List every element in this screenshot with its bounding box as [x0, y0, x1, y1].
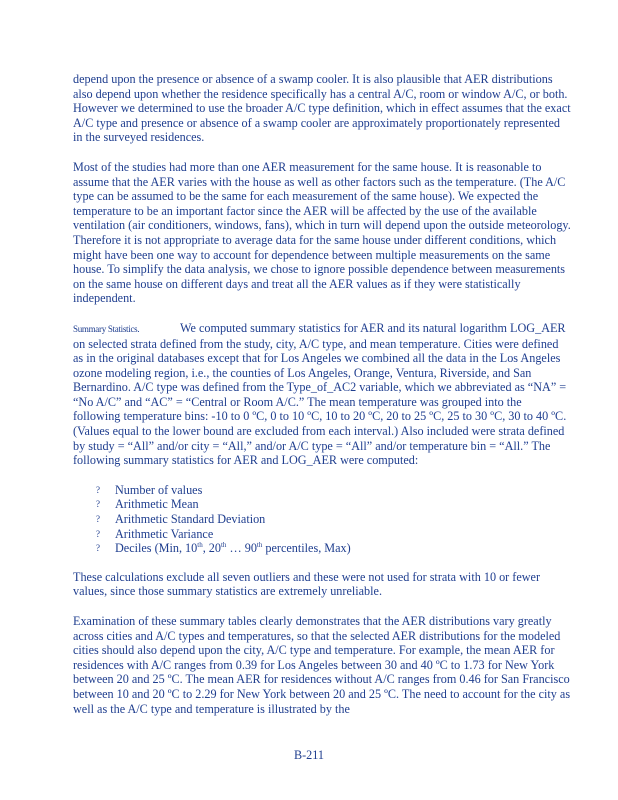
list-item-text: Arithmetic Mean	[115, 497, 199, 512]
bullet-glyph: ?	[96, 543, 100, 554]
list-item	[73, 512, 571, 527]
list-item	[73, 527, 571, 542]
deciles-text-pre: Deciles (Min, 10	[115, 541, 198, 556]
deciles-text-mid: , 20	[202, 541, 221, 556]
bullet-glyph: ?	[96, 484, 100, 495]
section-run-in-heading: Summary Statistics.	[73, 323, 140, 334]
ordinal-superscript: th	[220, 541, 227, 550]
list-item-text: Number of values	[115, 482, 203, 497]
paragraph-examination: Examination of these summary tables clearly demonstrates that the AER distributions vary greatly across cities and A/C types and temperatures, so that the selected AER distributions for the modeled cities should also depend upon the city, A/C type and temperature. For example, the mean AER for residences with A/C ranges from 0.39 for Los Angeles between 30 and 40 ºC to 1.73 for New York between 20 and 25 ºC. The mean AER for residences without A/C ranges from 0.46 for San Francisco between 10 and 20 ºC to 2.29 for New York between 20 and 25 ºC. The need to account for the city as well as the A/C type and temperature is illustrated by the	[73, 614, 571, 716]
list-item	[73, 483, 571, 498]
page-number: B-211	[293, 748, 325, 762]
bullet-glyph: ?	[96, 499, 100, 510]
document-page	[73, 72, 571, 731]
statistics-bullet-list	[73, 483, 571, 556]
paragraph-outliers: These calculations exclude all seven outliers and these were not used for strata with 10 or fewer values, since those summary statistics are extremely unreliable.	[73, 569, 541, 599]
list-item-text: Arithmetic Standard Deviation	[115, 512, 266, 527]
list-item-text: Arithmetic Variance	[115, 526, 214, 541]
paragraph-ac-type-definition: depend upon the presence or absence of a swamp cooler. It is also plausible that AER distributions also depend upon whether the residence specifically has a central A/C, room or window A/C, or both. However we determined to use the broader A/C type definition, which in effect assumes that the exact A/C type and presence or absence of a swamp cooler are approximately proportionately represented in the surveyed residences.	[73, 72, 571, 145]
deciles-text-mid2: … 90	[226, 541, 257, 556]
paragraph-multiple-measurements: Most of the studies had more than one AER measurement for the same house. It is reasonable to assume that the AER varies with the house as well as other factors such as the temperature. (The A/C type can be assumed to be the same for each measurement of the same house). We expected the temperature to be an important factor since the AER will be affected by the use of the available ventilation (air conditioners, windows, fans), which in turn will depend upon the outside meteorology. Therefore it is not appropriate to average data for the same house under different conditions, which might have been one way to account for dependence between multiple measurements on the same house. To simplify the data analysis, we chose to ignore possible dependence between measurements on the same house on different days and treat all the AER values as if they were statistically independent.	[73, 159, 571, 306]
paragraph-summary-statistics	[73, 321, 571, 468]
ordinal-superscript: th	[256, 541, 263, 550]
bullet-glyph: ?	[96, 514, 100, 525]
deciles-text-post: percentiles, Max)	[262, 541, 351, 556]
summary-statistics-body: We computed summary statistics for AER and its natural logarithm LOG_AER on selected strata defined from the study, city, A/C type, and mean temperature. Cities were defined as in the original databases except that for Los Angeles we combined all the data in the Los Angeles ozone modeling region, i.e., the counties of Los Angeles, Orange, Ventura, Riverside, and San Bernardino. A/C type was defined from the Type_of_AC2 variable, which we abbreviated as “NA” = “No A/C” and “AC” = “Central or Room A/C.” The mean temperature was grouped into the following temperature bins: -10 to 0 ºC, 0 to 10 ºC, 10 to 20 ºC, 20 to 25 ºC, 25 to 30 ºC, 30 to 40 ºC.(Values equal to the lower bound are excluded from each interval.) Also included were strata defined by study = “All” and/or city = “All,” and/or A/C type = “All” and/or temperature bin = “All.” The following summary statistics for AER and LOG_AER were computed:	[73, 320, 567, 468]
ordinal-superscript: th	[197, 541, 203, 550]
bullet-glyph: ?	[96, 528, 100, 539]
list-item	[73, 497, 571, 512]
list-item-deciles	[73, 541, 571, 556]
